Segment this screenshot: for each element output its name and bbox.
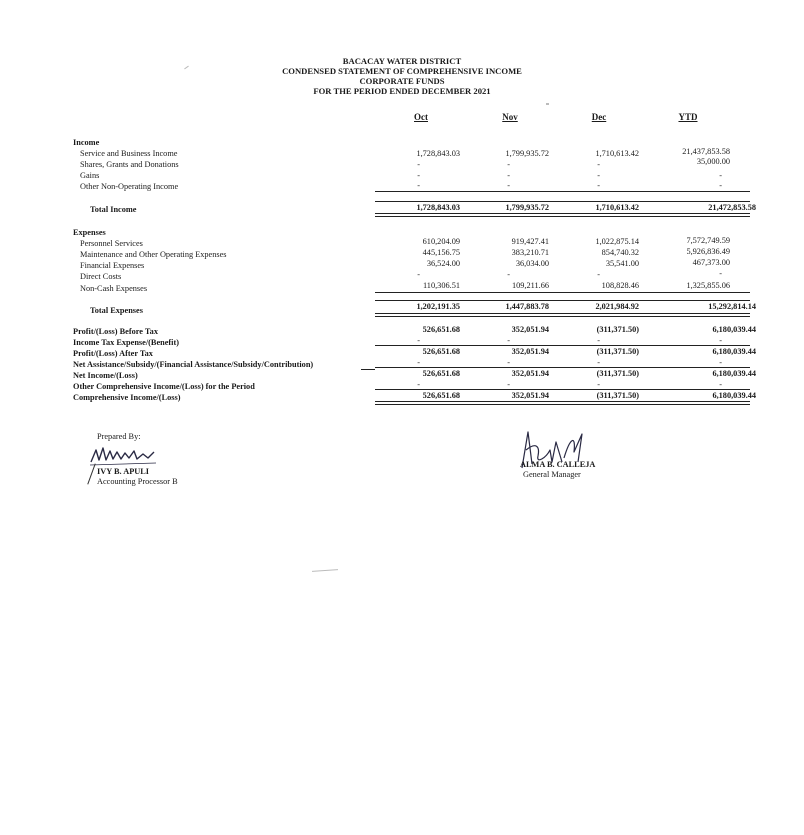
scan-mark: [546, 103, 549, 105]
total-expenses-value: 2,021,984.92: [595, 302, 639, 311]
summary-value: (311,371.50): [596, 369, 639, 378]
expense-row-value: 854,740.32: [601, 248, 639, 257]
income-row-value: -: [597, 181, 600, 190]
income-row-value: -: [417, 171, 420, 180]
total-double-rule: [375, 401, 750, 405]
summary-value: 352,051.94: [511, 325, 549, 334]
income-row-value: 1,799,935.72: [505, 149, 549, 158]
income-row-value: -: [597, 171, 600, 180]
income-row-value: -: [719, 171, 722, 180]
summary-value: -: [597, 380, 600, 389]
total-income-label: Total Income: [90, 205, 137, 214]
expense-row-label: Financial Expenses: [80, 261, 145, 270]
income-row-value: -: [417, 181, 420, 190]
total-expenses-label: Total Expenses: [90, 306, 143, 315]
preparer-name: IVY B. APULI: [97, 467, 150, 476]
total-expenses-value: 1,202,191.35: [416, 302, 460, 311]
summary-label: Net Income/(Loss): [73, 371, 138, 380]
summary-value: -: [597, 358, 600, 367]
preparer-signature: [88, 442, 160, 468]
summary-value: 6,180,039.44: [712, 391, 756, 400]
summary-label: Net Assistance/Subsidy/(Financial Assistance/Subsidy/Contribution): [73, 360, 314, 369]
income-row-value: 1,728,843.03: [416, 149, 460, 158]
total-income-value: 1,710,613.42: [595, 203, 639, 212]
summary-value: 526,651.68: [422, 391, 460, 400]
summary-value: 352,051.94: [511, 391, 549, 400]
summary-value: (311,371.50): [596, 347, 639, 356]
expense-row-value: 35,541.00: [605, 259, 639, 268]
approver-name: ALMA B. CALLEJA: [520, 460, 596, 469]
summary-value: (311,371.50): [596, 325, 639, 334]
summary-value: (311,371.50): [596, 391, 639, 400]
summary-value: 352,051.94: [511, 369, 549, 378]
income-row-label: Gains: [80, 171, 100, 180]
income-row-value: 35,000.00: [696, 157, 730, 166]
subtotal-rule: [375, 389, 750, 390]
expense-row-value: 110,306.51: [422, 281, 460, 290]
total-double-rule: [375, 213, 750, 217]
expense-row-value: 1,325,855.06: [686, 281, 730, 290]
approver-title: General Manager: [523, 470, 581, 479]
total-expenses-value: 15,292,814.14: [708, 302, 756, 311]
prepared-by-label: Prepared By:: [97, 432, 141, 441]
column-header-dec: Dec: [591, 112, 607, 122]
expense-row-value: -: [597, 270, 600, 279]
column-header-nov: Nov: [502, 112, 518, 122]
expense-row-value: 383,210.71: [511, 248, 549, 257]
expense-row-value: 5,926,836.49: [686, 247, 730, 256]
expense-row-value: -: [417, 270, 420, 279]
summary-value: -: [507, 336, 510, 345]
total-top-rule: [375, 201, 750, 202]
expense-row-value: 919,427.41: [511, 237, 549, 246]
subtotal-rule: [375, 345, 750, 346]
summary-label: Profit/(Loss) Before Tax: [73, 327, 158, 336]
summary-value: -: [417, 336, 420, 345]
expense-row-label: Maintenance and Other Operating Expenses: [80, 250, 227, 259]
expense-row-value: 36,524.00: [426, 259, 460, 268]
summary-value: 526,651.68: [422, 347, 460, 356]
summary-value: -: [507, 358, 510, 367]
expense-row-value: 7,572,749.59: [686, 236, 730, 245]
expenses-section-title: Expenses: [73, 228, 106, 237]
scan-mark: [312, 569, 338, 572]
column-header-ytd: YTD: [678, 112, 698, 122]
expense-row-value: 1,022,875.14: [595, 237, 639, 246]
income-row-value: -: [507, 181, 510, 190]
summary-value: 6,180,039.44: [712, 369, 756, 378]
expense-row-value: 109,211.66: [511, 281, 549, 290]
expense-row-value: 36,034.00: [515, 259, 549, 268]
expense-row-value: 108,828.46: [601, 281, 639, 290]
expense-row-value: 445,156.75: [422, 248, 460, 257]
district-name: BACACAY WATER DISTRICT: [342, 56, 462, 66]
expense-row-value: 467,373.00: [692, 258, 730, 267]
summary-label: Income Tax Expense/(Benefit): [73, 338, 180, 347]
summary-value: -: [719, 358, 722, 367]
summary-label: Profit/(Loss) After Tax: [73, 349, 153, 358]
income-row-value: -: [417, 160, 420, 169]
summary-value: 6,180,039.44: [712, 347, 756, 356]
expense-row-label: Non-Cash Expenses: [80, 284, 148, 293]
summary-label: Other Comprehensive Income/(Loss) for the Period: [73, 382, 255, 391]
expense-row-label: Personnel Services: [80, 239, 143, 248]
expense-row-value: -: [507, 270, 510, 279]
income-row-value: -: [597, 160, 600, 169]
summary-value: -: [719, 380, 722, 389]
summary-label: Comprehensive Income/(Loss): [73, 393, 181, 402]
income-section-title: Income: [73, 138, 100, 147]
summary-value: -: [417, 358, 420, 367]
total-double-rule: [375, 313, 750, 317]
statement-title: CONDENSED STATEMENT OF COMPREHENSIVE INCOME: [282, 66, 522, 76]
income-row-label: Shares, Grants and Donations: [80, 160, 179, 169]
subtotal-rule: [375, 292, 750, 293]
summary-value: -: [417, 380, 420, 389]
expense-row-value: 610,204.09: [422, 237, 460, 246]
expense-row-label: Direct Costs: [80, 272, 122, 281]
total-expenses-value: 1,447,883.78: [505, 302, 549, 311]
subtotal-rule: [375, 367, 750, 368]
summary-value: -: [719, 336, 722, 345]
summary-value: 526,651.68: [422, 325, 460, 334]
income-row-value: -: [507, 160, 510, 169]
expense-row-value: -: [719, 269, 722, 278]
summary-value: 352,051.94: [511, 347, 549, 356]
summary-value: -: [507, 380, 510, 389]
period-label: FOR THE PERIOD ENDED DECEMBER 2021: [313, 86, 491, 96]
income-row-label: Other Non-Operating Income: [80, 182, 179, 191]
total-income-value: 1,799,935.72: [505, 203, 549, 212]
column-header-oct: Oct: [414, 112, 428, 122]
income-row-label: Service and Business Income: [80, 149, 178, 158]
subtotal-rule: [375, 191, 750, 192]
summary-value: 6,180,039.44: [712, 325, 756, 334]
total-income-value: 21,472,853.58: [708, 203, 756, 212]
summary-value: -: [597, 336, 600, 345]
fund-name: CORPORATE FUNDS: [359, 76, 445, 86]
summary-value: 526,651.68: [422, 369, 460, 378]
total-top-rule: [375, 300, 750, 301]
income-row-value: -: [507, 171, 510, 180]
income-row-value: -: [719, 181, 722, 190]
income-row-value: 1,710,613.42: [595, 149, 639, 158]
income-row-value: 21,437,853.58: [682, 147, 730, 156]
total-income-value: 1,728,843.03: [416, 203, 460, 212]
preparer-title: Accounting Processor B: [97, 477, 178, 486]
